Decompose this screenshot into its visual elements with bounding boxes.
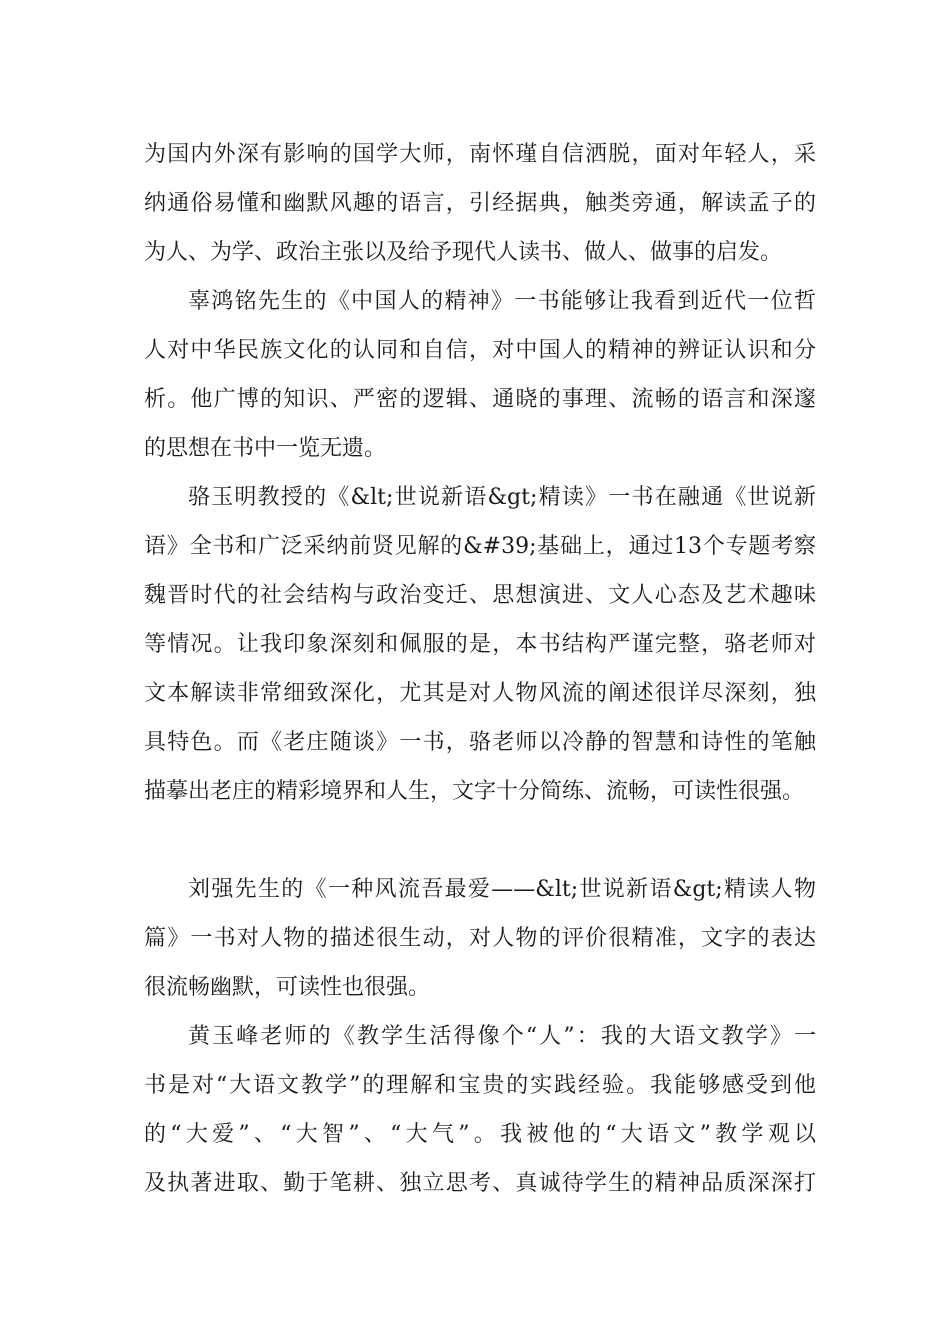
paragraph-liu-qiang	[144, 865, 816, 1012]
text-line: 黄玉峰老师的《教学生活得像个“人”：我的大语文教学》一	[188, 1024, 816, 1049]
text-line: 及执著进取、勤于笔耕、独立思考、真诚待学生的精神品质深深打	[144, 1171, 816, 1196]
text-line: 描摹出老庄的精彩境界和人生，文字十分简练、流畅，可读性很强。	[144, 779, 805, 804]
text-line: 的“大爱”、“大智”、“大气”。我被他的“大语文”教学观以	[144, 1122, 816, 1147]
text-line: 为人、为学、政治主张以及给予现代人读书、做人、做事的启发。	[144, 240, 783, 265]
paragraph-gu-hongming	[144, 277, 816, 473]
text-line: 很流畅幽默，可读性也很强。	[144, 975, 431, 1000]
text-line: 析。他广博的知识、严密的逻辑、通晓的事理、流畅的语言和深邃	[144, 387, 816, 412]
text-line: 刘强先生的《一种风流吾最爱——&lt;世说新语&gt;精读人物	[188, 877, 816, 902]
text-line: 魏晋时代的社会结构与政治变迁、思想演进、文人心态及艺术趣味	[144, 583, 816, 608]
text-line: 骆玉明教授的《&lt;世说新语&gt;精读》一书在融通《世说新	[188, 485, 816, 510]
text-line: 纳通俗易懂和幽默风趣的语言，引经据典，触类旁通，解读孟子的	[144, 191, 816, 216]
text-line: 为国内外深有影响的国学大师，南怀瑾自信洒脱，面对年轻人，采	[144, 142, 816, 167]
text-line: 具特色。而《老庄随谈》一书，骆老师以冷静的智慧和诗性的笔触	[144, 730, 816, 755]
text-line: 等情况。让我印象深刻和佩服的是，本书结构严谨完整，骆老师对	[144, 632, 816, 657]
text-line: 的思想在书中一览无遗。	[144, 436, 387, 461]
text-line: 辜鸿铭先生的《中国人的精神》一书能够让我看到近代一位哲	[188, 289, 816, 314]
paragraph-spacer	[144, 816, 816, 865]
text-line: 文本解读非常细致深化，尤其是对人物风流的阐述很详尽深刻，独	[144, 681, 816, 706]
paragraph-luo-yuming	[144, 473, 816, 816]
document-body	[144, 130, 816, 1208]
text-line: 语》全书和广泛采纳前贤见解的&#39;基础上，通过13个专题考察	[144, 534, 816, 559]
paragraph-nan-huaijin	[144, 130, 816, 277]
text-line: 篇》一书对人物的描述很生动，对人物的评价很精准，文字的表达	[144, 926, 816, 951]
paragraph-huang-yufeng	[144, 1012, 816, 1208]
text-line: 书是对“大语文教学”的理解和宝贵的实践经验。我能够感受到他	[144, 1073, 816, 1098]
text-line: 人对中华民族文化的认同和自信，对中国人的精神的辨证认识和分	[144, 338, 816, 363]
